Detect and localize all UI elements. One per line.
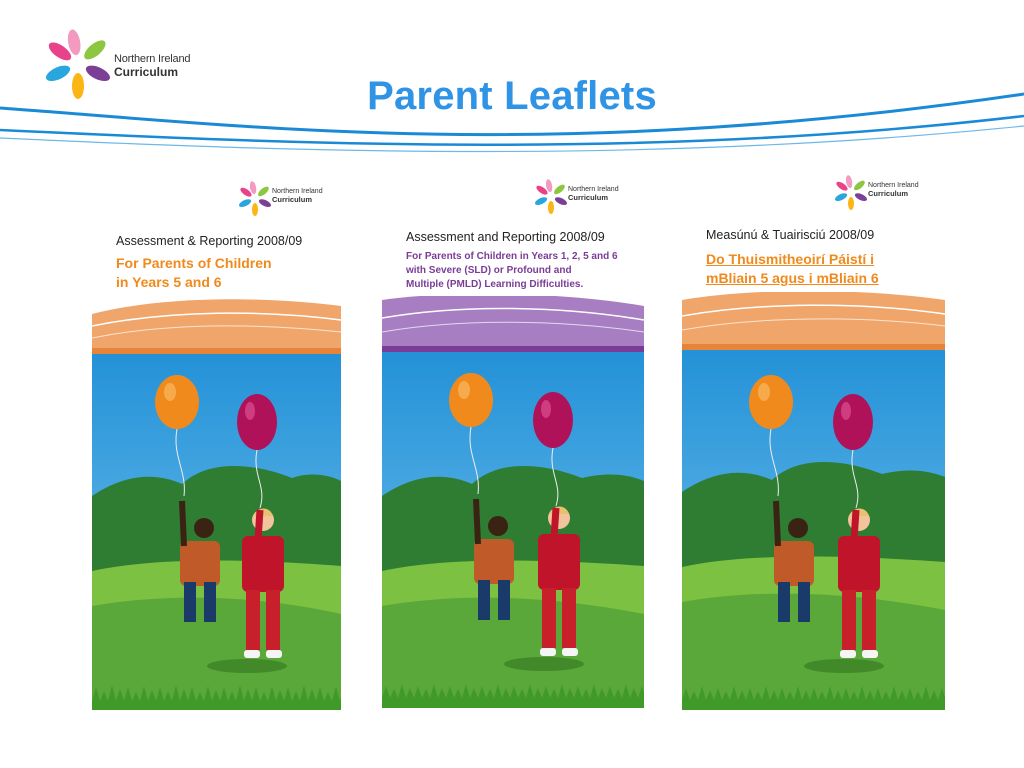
leaflet-cover-illustration (682, 292, 945, 710)
leaflet-logo-line1: Northern Ireland (568, 186, 619, 193)
leaflet-logo-line2: Curriculum (272, 195, 313, 204)
page-title: Parent Leaflets (367, 74, 657, 118)
leaflet-logo (534, 176, 630, 216)
leaflet-logo-line1: Northern Ireland (272, 188, 323, 195)
leaflet-subtitle-line: Multiple (PMLD) Learning Difficulties. (406, 279, 584, 290)
header-swoosh (0, 82, 1024, 162)
pinwheel-logo-icon (834, 172, 868, 212)
leaflet-years-5-6[interactable] (92, 166, 341, 710)
leaflet-logo (238, 178, 334, 218)
leaflet-sld-pmld[interactable] (382, 166, 644, 710)
pinwheel-logo-icon (534, 176, 568, 216)
leaflet-subtitle-line: in Years 5 and 6 (116, 274, 222, 290)
leaflet-logo (834, 172, 930, 212)
leaflet-subtitle-line: mBliain 5 agus i mBliain 6 (706, 270, 879, 286)
leaflet-subtitle-line: For Parents of Children (116, 255, 272, 271)
pinwheel-logo-icon (238, 178, 272, 218)
leaflet-heading: Assessment & Reporting 2008/09 (116, 234, 303, 248)
leaflet-cover-illustration (92, 296, 341, 710)
leaflet-subtitle-line: Do Thuismitheoirí Páistí i (706, 251, 875, 267)
leaflet-heading: Measúnú & Tuairisciú 2008/09 (706, 228, 875, 242)
leaflet-irish-language[interactable] (682, 166, 945, 710)
leaflet-heading: Assessment and Reporting 2008/09 (406, 230, 605, 244)
logo-line2: Curriculum (114, 65, 179, 79)
leaflet-subtitle-line: For Parents of Children in Years 1, 2, 5 and 6 (406, 251, 618, 262)
leaflet-logo-line1: Northern Ireland (868, 182, 919, 189)
leaflet-cover-illustration (382, 296, 644, 708)
leaflet-logo-line2: Curriculum (568, 193, 609, 202)
leaflet-subtitle-line: with Severe (SLD) or Profound and (406, 265, 572, 276)
leaflet-logo-line2: Curriculum (868, 189, 909, 198)
logo-line1: Northern Ireland (114, 53, 191, 65)
